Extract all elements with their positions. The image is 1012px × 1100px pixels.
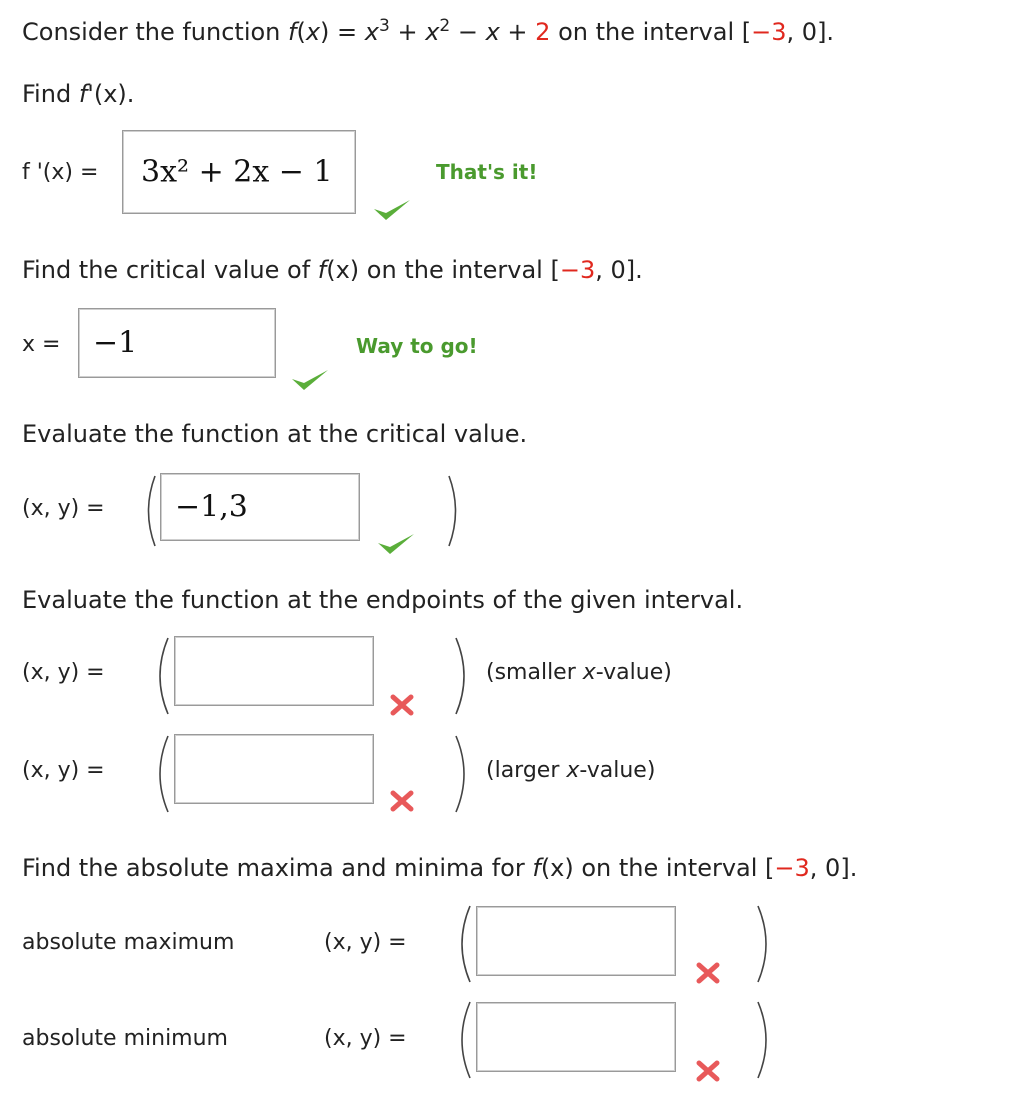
- q2-prompt: Find the critical value of f(x) on the interval [−3, 0].: [22, 256, 643, 284]
- right-paren: [754, 1000, 776, 1080]
- cross-icon: [696, 962, 720, 984]
- check-icon: [290, 366, 330, 392]
- derivative-answer-field[interactable]: [122, 130, 356, 214]
- cross-icon: [390, 694, 414, 716]
- absolute-maximum-field[interactable]: [476, 906, 676, 976]
- absolute-minimum-label: absolute minimum: [22, 1026, 228, 1051]
- absolute-minimum-field[interactable]: [476, 1002, 676, 1072]
- smaller-x-note: (smaller x-value): [486, 660, 672, 685]
- larger-x-note: (larger x-value): [486, 758, 656, 783]
- q5-prompt: Find the absolute maxima and minima for f(x) on the interval [−3, 0].: [22, 854, 858, 882]
- problem-statement: Consider the function $f(x) = x^3 + x^2 - x + 2$ on the interval [−3, 0].: [22, 16, 835, 46]
- check-icon: [376, 530, 416, 556]
- q1-feedback: That's it!: [436, 160, 538, 184]
- critical-value-answer: −1: [93, 325, 138, 361]
- endpoint-smaller-field[interactable]: [174, 636, 374, 706]
- right-paren: [446, 474, 464, 548]
- left-paren: [452, 904, 474, 984]
- cross-icon: [390, 790, 414, 812]
- right-paren: [452, 636, 474, 716]
- cross-icon: [696, 1060, 720, 1082]
- q4-label-larger: (x, y) =: [22, 758, 105, 783]
- q1-prompt: Find f'(x).: [22, 80, 135, 108]
- left-paren: [140, 474, 158, 548]
- absolute-maximum-label: absolute maximum: [22, 930, 235, 955]
- critical-point-answer: −1,3: [175, 489, 248, 525]
- min-xy-label: (x, y) =: [324, 1026, 407, 1051]
- q2-label: x =: [22, 332, 61, 357]
- right-paren: [452, 734, 474, 814]
- left-paren: [150, 734, 172, 814]
- q3-label: (x, y) =: [22, 496, 105, 521]
- q4-prompt: Evaluate the function at the endpoints of the given interval.: [22, 586, 744, 614]
- q1-label: f '(x) =: [22, 160, 99, 185]
- right-paren: [754, 904, 776, 984]
- critical-value-field[interactable]: [78, 308, 276, 378]
- endpoint-larger-field[interactable]: [174, 734, 374, 804]
- max-xy-label: (x, y) =: [324, 930, 407, 955]
- q2-feedback: Way to go!: [356, 334, 478, 358]
- critical-point-field[interactable]: [160, 473, 360, 541]
- left-paren: [150, 636, 172, 716]
- q4-label-smaller: (x, y) =: [22, 660, 105, 685]
- left-paren: [452, 1000, 474, 1080]
- check-icon: [372, 196, 412, 222]
- q3-prompt: Evaluate the function at the critical value.: [22, 420, 528, 448]
- derivative-answer-value: 3x² + 2x − 1: [141, 154, 333, 190]
